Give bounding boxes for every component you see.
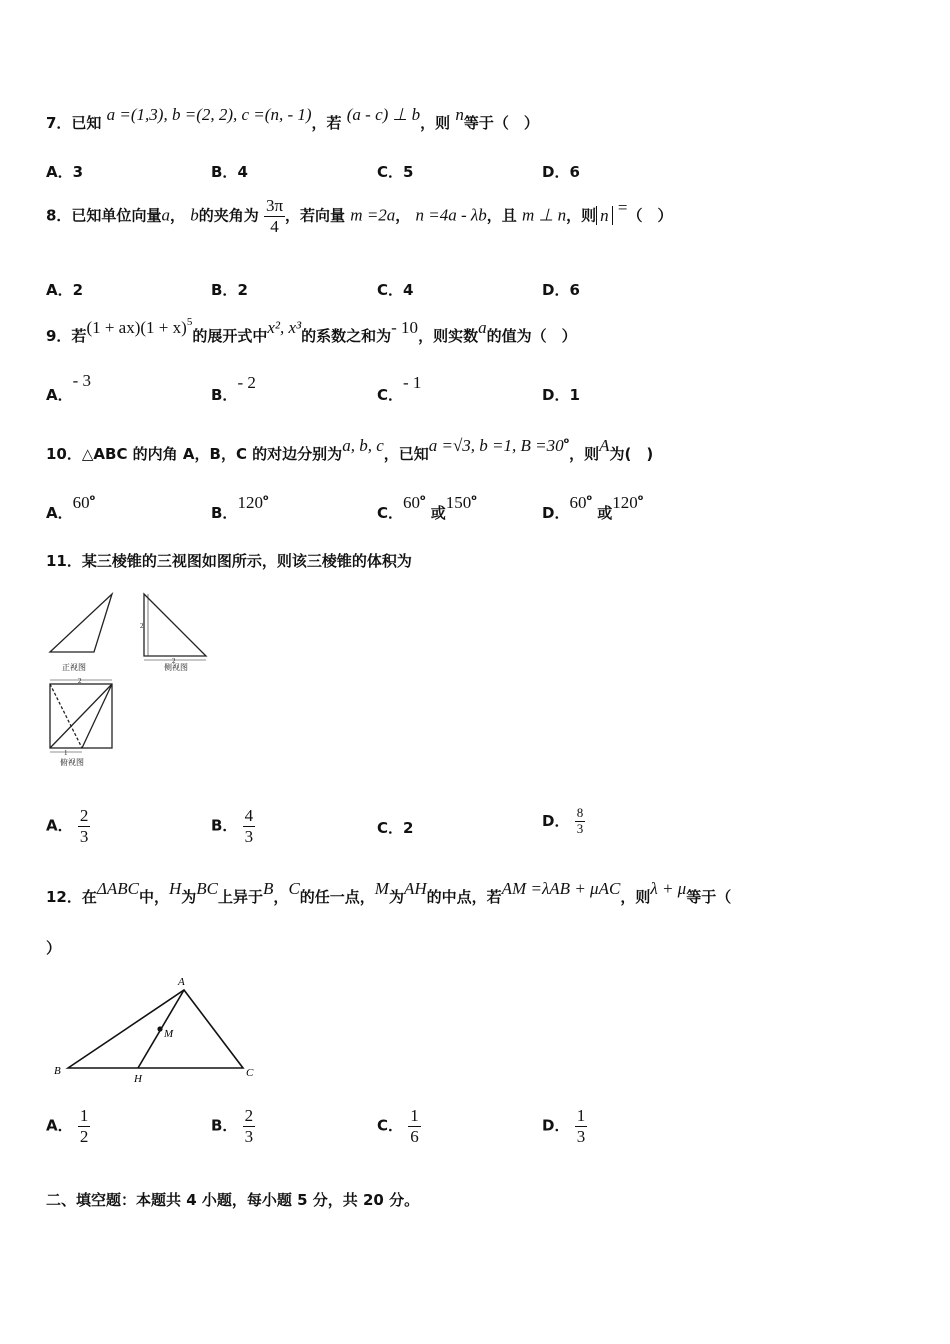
label-m: M xyxy=(164,1028,174,1040)
q8-option-d: D．6 xyxy=(542,281,580,299)
q8-n-expr: n =4a - λb xyxy=(415,205,487,225)
q9-terms: x², x³ xyxy=(267,318,302,337)
label-c: C xyxy=(246,1067,254,1079)
three-view-figure xyxy=(44,588,224,773)
question-9: 9．若$(1 + ax)(1 + x)^5$的展开式中x², x³的系数之和为- 10，则实数a的值为（ ） xyxy=(46,316,577,345)
q12-close-paren: ） xyxy=(46,939,62,957)
q7-option-d: D．6 xyxy=(542,163,580,181)
q10-option-a: A．60$^o$ xyxy=(46,493,96,522)
q7-var: n xyxy=(455,105,464,124)
q7-option-c: C．5 xyxy=(377,163,414,181)
section-2-heading: 二、填空题：本题共 4 小题，每小题 5 分，共 20 分。 xyxy=(46,1191,420,1209)
q11-option-a: A． $\frac{2}{3}$ xyxy=(46,806,89,846)
q7-vectors: a =(1,3), b =(2, 2), c =(n, - 1) xyxy=(106,105,312,124)
top-dim-2: 2 xyxy=(78,677,82,685)
q8-b: b xyxy=(190,205,199,225)
q10-label: 10．△ABC 的内角 A，B，C 的对边分别为 xyxy=(46,445,343,463)
q12-option-c: C． $\frac{1}{6}$ xyxy=(377,1106,419,1146)
q8-option-c: C．4 xyxy=(377,281,414,299)
q8-angle-fraction: $\frac{3\pi}{4}$ xyxy=(265,196,284,236)
question-11: 11．某三棱锥的三视图如图所示，则该三棱锥的体积为 xyxy=(46,552,412,570)
question-7 xyxy=(46,105,539,133)
question-10: 10．△ABC 的内角 A，B，C 的对边分别为a, b, c，已知a =√3, b =1, $B =30^o$，则A为( ) xyxy=(46,436,654,463)
q7-option-a: A．3 xyxy=(46,163,84,181)
side-view xyxy=(144,594,206,660)
q8-m-expr: m =2a xyxy=(350,205,396,225)
q8-label: 8．已知单位向量 xyxy=(46,206,162,225)
q7-ask: 等于（ ） xyxy=(463,114,539,132)
label-b: B xyxy=(54,1065,61,1077)
q8-perp: m ⊥ n xyxy=(522,205,567,225)
q12-option-d: D． $\frac{1}{3}$ xyxy=(542,1106,586,1146)
question-12: 12．在ΔABC中，H为BC上异于B，C的任一点，M为AH的中点，若AM =λAB + μAC，则λ + μ等于（ xyxy=(46,879,732,906)
q11-option-c: C．2 xyxy=(377,819,414,837)
q7-ruo: ，若 xyxy=(311,114,342,132)
q11-option-b: B． $\frac{4}{3}$ xyxy=(211,806,254,846)
q9-option-a: A．- 3 xyxy=(46,371,92,404)
triangle-abc xyxy=(68,990,243,1068)
q7-option-b: B．4 xyxy=(211,163,248,181)
top-dim-1: 1 xyxy=(64,749,68,757)
q10-option-c: C．60$^o$ 或150$^o$ xyxy=(377,493,477,522)
q8-abs-n: n xyxy=(596,206,613,225)
q10-option-d: D．60$^o$ 或120$^o$ xyxy=(542,493,644,522)
label-a: A xyxy=(178,976,185,988)
top-view-label: 俯视图 xyxy=(60,758,84,767)
q7-ze: ，则 xyxy=(420,114,451,132)
side-view-label: 侧视图 xyxy=(164,663,188,672)
q9-sum: - 10 xyxy=(391,318,419,337)
q10-sides: a, b, c xyxy=(342,436,384,455)
point-m xyxy=(157,1026,162,1031)
label-h: H xyxy=(134,1073,142,1085)
q7-label: 7．已知 xyxy=(46,114,102,132)
q11-option-d: D． $\frac{8}{3}$ xyxy=(542,805,584,836)
q12-option-a: A． $\frac{1}{2}$ xyxy=(46,1106,89,1146)
q9-expr: (1 + ax)(1 + x) xyxy=(86,318,187,337)
side-dim-2b: 2 xyxy=(172,657,176,665)
q9-option-b: B．- 2 xyxy=(211,373,256,404)
q10-option-b: B．120$^o$ xyxy=(211,493,269,522)
triangle-figure xyxy=(50,972,265,1090)
q8-option-b: B．2 xyxy=(211,281,248,299)
side-dim-2: 2 xyxy=(140,622,144,630)
q9-option-d: D．1 xyxy=(542,386,580,404)
front-view-label: 正视图 xyxy=(62,663,86,672)
top-view xyxy=(50,680,112,752)
q8-option-a: A．2 xyxy=(46,281,84,299)
q9-option-c: C．- 1 xyxy=(377,373,422,404)
q10-given: a =√3, b =1, B =30 xyxy=(428,436,564,455)
q9-label: 9．若 xyxy=(46,327,87,345)
front-view xyxy=(50,594,112,652)
q12-option-b: B． $\frac{2}{3}$ xyxy=(211,1106,254,1146)
q12-expr: AM =λAB + μAC xyxy=(501,879,621,898)
question-8: 8．已知单位向量a， b的夹角为 $\frac{3\pi}{4}$ ，若向量 m =2a， n =4a - λb，且 m ⊥ n，则 n =（ ） xyxy=(46,196,673,236)
q8-a: a xyxy=(161,205,170,225)
q7-condition: (a - c) ⊥ b xyxy=(346,105,421,124)
